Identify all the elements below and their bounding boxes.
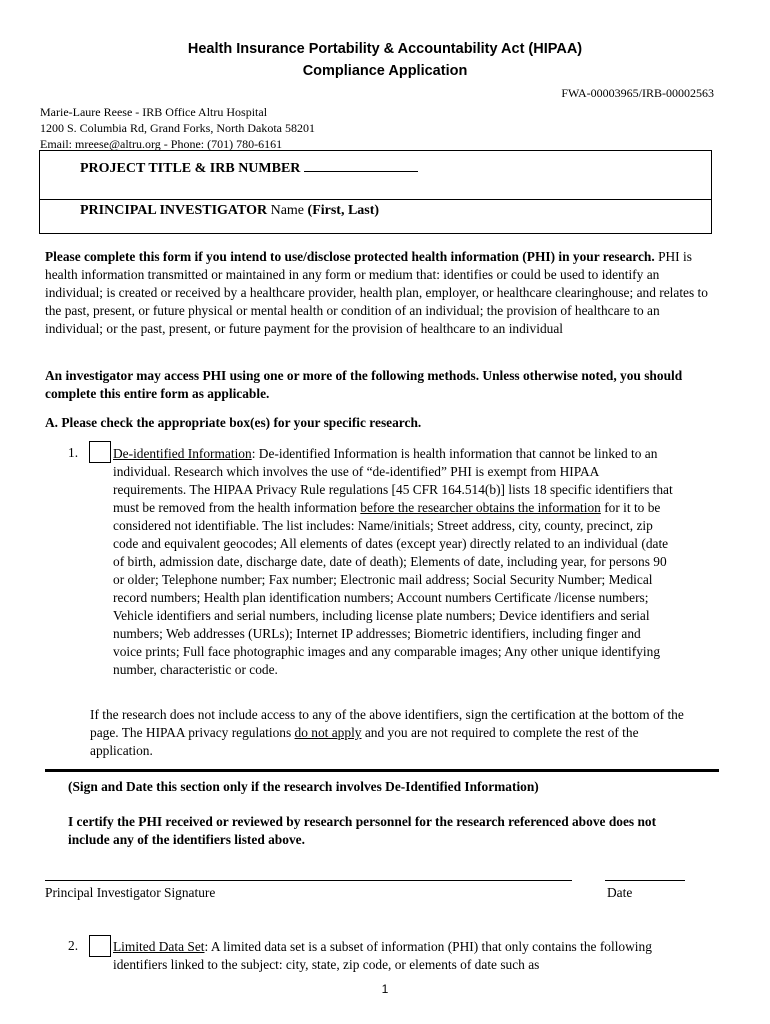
item-1-body-b: for it to be considered not identifiable. The list includes: Name/initials; Street address, city, county, precinct, zip code and equivalent geocodes; All elements of dates (except year) directly related to an individual (date of birth, admission date, discharge date, date of death); Elements of date, including year, for persons 90 or older; Telephone number; Fax number; Electronic mail address; Social Security Number; Medical record numbers; Health plan identification numbers; Account numbers Certificate /license numbers; Vehicle identifiers and serial numbers, including license plate numbers; Device identifiers and serial numbers; Web addresses (URLs); Internet IP addresses; Biometric identifiers, including finger and voice prints; Full face photographic images and any comparable images; Any other unique identifying number, characteristic or code.: [113, 500, 669, 677]
address-line: Email: mreese@altru.org - Phone: (701) 780-6161: [40, 137, 283, 151]
item-2-body: : A limited data set is a subset of information (PHI) that only contains the following identifiers linked to the subject: city, state, zip code, or elements of date such as: [113, 939, 652, 972]
project-title-blank[interactable]: [304, 159, 418, 172]
item-1-title: De-identified Information: [113, 446, 252, 461]
sign-section-heading: (Sign and Date this section only if the research involves De-Identified Information): [68, 779, 539, 794]
item-1-followup: [90, 706, 690, 760]
deidentified-checkbox[interactable]: [89, 441, 111, 463]
signature-line[interactable]: [45, 880, 572, 881]
followup-text-b: and you are not required to complete the rest of the application.: [90, 725, 639, 758]
item-1-body-a: : De-identified Information is health information that cannot be linked to an individual. Research which involves the use of “de-identified” PHI is exempt from HIPAA requirements. The HIPAA Privacy Rule regulations [45 CFR 164.514(b)] lists 18 specific identifiers that must be removed from the health information: [113, 446, 673, 515]
intro-text: PHI is health information transmitted or maintained in any form or medium that: identifies or could be used to identify an individual; is created or received by a healthcare provider, health plan, employer, or healthcare clearinghouse; and relates to the past, present, or future physical or mental health or condition of an individual; the provision of healthcare to an individual; or the past, present, or future payment for the provision of healthcare to an individual: [45, 249, 708, 336]
section-a-heading: A. Please check the appropriate box(es) for your specific research.: [45, 415, 422, 430]
item-1-underlined: before the researcher obtains the information: [360, 500, 601, 515]
followup-text-a: If the research does not include access to any of the above identifiers, sign the certification at the bottom of the page. The HIPAA privacy regulations: [90, 707, 684, 740]
fwa-number: FWA-00003965/IRB-00002563: [561, 86, 714, 100]
item-2-text: [113, 938, 673, 974]
date-line[interactable]: [605, 880, 685, 881]
methods-note: An investigator may access PHI using one or more of the following methods. Unless otherwise noted, you should complete this entire form as applicable.: [45, 368, 683, 401]
principal-investigator-row[interactable]: [80, 203, 379, 219]
certification-statement: I certify the PHI received or reviewed by research personnel for the research referenced above does not include any of the identifiers listed above.: [68, 814, 657, 847]
intro-bold-lead: Please complete this form if you intend to use/disclose protected health information (PHI) in your research.: [45, 249, 655, 264]
address-line: 1200 S. Columbia Rd, Grand Forks, North Dakota 58201: [40, 121, 315, 135]
section-divider: [45, 769, 719, 772]
limited-data-set-checkbox[interactable]: [89, 935, 111, 957]
page-number: 1: [381, 982, 389, 996]
signature-label: Principal Investigator Signature: [45, 885, 216, 900]
pi-name-suffix: (First, Last): [307, 203, 380, 218]
project-title-row[interactable]: [40, 151, 711, 200]
form-title-line1: Health Insurance Portability & Accountability Act (HIPAA): [187, 41, 583, 57]
item-1-number: 1.: [68, 445, 79, 460]
date-label: Date: [607, 885, 633, 900]
irb-contact-block: [40, 104, 315, 152]
address-line: Marie-Laure Reese - IRB Office Altru Hospital: [40, 105, 268, 119]
project-info-box: [39, 150, 712, 234]
pi-name-label: Name: [267, 203, 308, 218]
item-1-text: [113, 445, 673, 679]
intro-paragraph: [45, 248, 720, 338]
followup-underlined: do not apply: [294, 725, 362, 740]
pi-label: PRINCIPAL INVESTIGATOR: [80, 203, 268, 218]
form-title-line2: Compliance Application: [302, 63, 468, 79]
project-title-label: PROJECT TITLE & IRB NUMBER: [80, 159, 418, 177]
item-2-number: 2.: [68, 938, 79, 953]
item-2-title: Limited Data Set: [113, 939, 205, 954]
